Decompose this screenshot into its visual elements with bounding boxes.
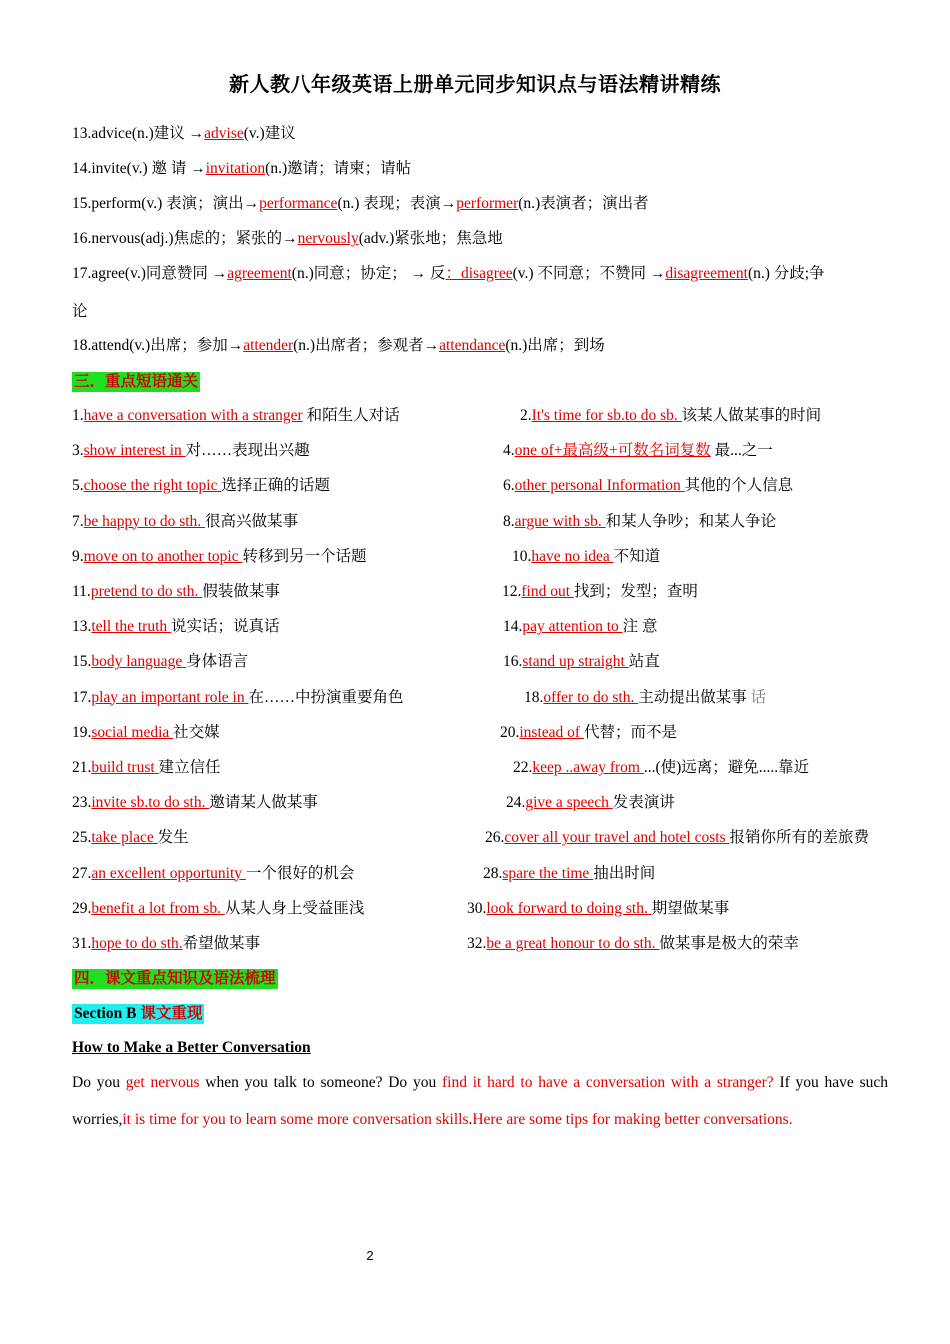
- phrase-number: 32.: [467, 935, 487, 952]
- phrase-number: 1.: [72, 407, 84, 424]
- phrase-item: [467, 934, 799, 954]
- phrase-english: play an important role in: [91, 688, 249, 706]
- phrase-chinese: 选择正确的话题: [221, 477, 330, 495]
- vocab-17: [72, 264, 825, 284]
- vocab-14-answer: invitation: [205, 160, 266, 177]
- vocab-16-base: 16.nervous(adj.)焦虑的；紧张的→: [72, 230, 298, 247]
- phrase-item: [72, 406, 400, 426]
- phrase-item: [72, 793, 318, 813]
- vocab-18-base: 18.attend(v.)出席；参加→: [72, 337, 244, 354]
- phrase-chinese: 社交媒: [173, 723, 220, 741]
- phrase-item: [485, 828, 869, 848]
- para-part-2: when you talk to someone? Do you: [199, 1074, 442, 1091]
- phrase-number: 6.: [503, 477, 515, 495]
- phrase-chinese: 找到；发型；查明: [573, 583, 698, 600]
- phrase-number: 22.: [513, 759, 533, 776]
- vocab-14-meaning: (n.)邀请；请柬；请帖: [265, 160, 412, 177]
- para-part-4: .: [468, 1111, 473, 1128]
- phrase-item: [72, 688, 404, 708]
- phrase-english: argue with sb.: [514, 512, 606, 530]
- phrase-number: 5.: [72, 477, 84, 495]
- phrase-number: 30.: [467, 899, 487, 917]
- phrase-item: [72, 547, 366, 567]
- vocab-17-meaning-3: (n.) 分歧;争: [747, 265, 825, 282]
- phrase-english: show interest in: [83, 442, 186, 460]
- phrase-english: be a great honour to do sth.: [486, 935, 660, 952]
- phrase-chinese: 在……中扮演重要角色: [248, 688, 404, 706]
- phrase-chinese: 抽出时间: [593, 864, 656, 882]
- phrase-number: 16.: [503, 653, 523, 671]
- phrase-english: an excellent opportunity: [91, 864, 246, 882]
- vocab-17-meaning-1: (n.)同意；协定； → 反: [291, 265, 446, 282]
- phrase-english: look forward to doing sth.: [486, 899, 652, 917]
- phrase-item: [513, 758, 809, 778]
- vocab-13: [72, 124, 296, 144]
- phrase-english: stand up straight: [522, 653, 629, 671]
- phrase-chinese: 发生: [157, 829, 189, 847]
- phrase-extra: 话: [746, 688, 767, 706]
- vocab-14: [72, 159, 411, 179]
- phrase-chinese: 期望做某事: [651, 899, 730, 917]
- vocab-17-answer-2: ：disagree: [445, 265, 513, 282]
- phrase-english: spare the time: [502, 864, 594, 882]
- phrase-item: [72, 934, 260, 954]
- phrase-chinese: 注 意: [622, 618, 658, 636]
- phrase-english: other personal Information: [514, 477, 685, 495]
- phrase-english: body language: [91, 653, 187, 671]
- phrase-chinese: 站直: [628, 653, 660, 671]
- article-heading: How to Make a Better Conversation: [72, 1039, 311, 1056]
- phrase-english: social media: [91, 723, 174, 741]
- phrase-english: give a speech: [525, 794, 613, 812]
- para-highlight-4: Here are some tips for making better conversations.: [472, 1111, 793, 1128]
- phrase-english: be happy to do sth.: [83, 512, 206, 530]
- phrase-item: [512, 547, 660, 567]
- phrase-item: [72, 864, 354, 884]
- vocab-15: [72, 194, 649, 214]
- phrase-number: 10.: [512, 547, 532, 565]
- phrase-chinese: 对……表现出兴趣: [185, 442, 310, 460]
- phrase-chinese: 和某人争吵；和某人争论: [605, 512, 777, 530]
- para-part-1: Do you: [72, 1074, 126, 1091]
- phrase-english: build trust: [91, 759, 159, 776]
- phrase-english: choose the right topic: [83, 477, 222, 495]
- phrase-chinese: 报销你所有的差旅费: [729, 829, 869, 847]
- phrase-item: [520, 406, 821, 426]
- phrase-item: [72, 652, 248, 672]
- section-b-subtitle: 课文重现: [140, 1005, 203, 1022]
- phrase-number: 29.: [72, 899, 92, 917]
- phrase-number: 18.: [524, 688, 544, 706]
- phrase-chinese: 代替；而不是: [583, 723, 677, 741]
- phrase-english: keep ..away from: [532, 759, 644, 776]
- phrase-number: 21.: [72, 759, 92, 776]
- vocab-18-answer-2: attendance: [439, 337, 506, 354]
- phrase-item: [503, 652, 660, 672]
- vocab-18-meaning-2: (n.)出席；到场: [505, 337, 605, 354]
- phrase-number: 25.: [72, 829, 92, 847]
- phrase-number: 13.: [72, 618, 92, 636]
- phrase-item: [524, 688, 766, 708]
- phrase-english: It's time for sb.to do sb.: [531, 407, 682, 424]
- phrase-number: 8.: [503, 512, 515, 530]
- phrase-number: 4.: [503, 442, 515, 460]
- phrase-chinese: 建立信任: [158, 759, 221, 776]
- phrase-english: pretend to do sth.: [90, 583, 203, 600]
- phrase-english: benefit a lot from sb.: [91, 899, 225, 917]
- phrase-chinese: 从某人身上受益匪浅: [224, 899, 365, 917]
- phrase-english: have no idea: [531, 547, 614, 565]
- phrase-number: 20.: [500, 723, 520, 741]
- phrase-item: [483, 864, 655, 884]
- phrase-chinese: 和陌生人对话: [302, 407, 400, 424]
- phrase-english: offer to do sth.: [543, 688, 639, 706]
- phrase-chinese: 其他的个人信息: [684, 477, 794, 495]
- page-number: 2: [366, 1248, 374, 1263]
- phrase-number: 7.: [72, 512, 84, 530]
- phrase-chinese: 身体语言: [186, 653, 249, 671]
- phrase-number: 26.: [485, 829, 505, 847]
- vocab-18-answer-1: attender: [243, 337, 294, 354]
- phrase-english: cover all your travel and hotel costs: [504, 829, 730, 847]
- phrase-item: [467, 899, 729, 919]
- phrase-chinese: 很高兴做某事: [205, 512, 299, 530]
- phrase-chinese: 一个很好的机会: [245, 864, 355, 882]
- vocab-17-base: 17.agree(v.)同意赞同 →: [72, 265, 228, 282]
- phrase-number: 31.: [72, 935, 92, 952]
- phrase-english: instead of: [519, 723, 584, 741]
- phrase-number: 2.: [520, 407, 532, 424]
- phrase-item: [72, 758, 221, 778]
- vocab-18: [72, 336, 605, 356]
- phrase-english: find out: [521, 583, 574, 600]
- vocab-13-meaning: (v.)建议: [243, 125, 296, 142]
- para-highlight-3: it is time for you to learn some more conversation skills: [122, 1111, 469, 1128]
- phrase-english: have a conversation with a stranger: [83, 407, 303, 424]
- phrase-chinese: ...(使)远离；避免.....靠近: [643, 759, 810, 776]
- phrase-item: [503, 476, 793, 496]
- phrase-chinese: 希望做某事: [182, 935, 261, 952]
- phrase-item: [72, 512, 298, 532]
- phrase-item: [500, 723, 677, 743]
- phrase-number: 19.: [72, 723, 92, 741]
- phrase-item: [502, 582, 698, 602]
- phrase-chinese: 发表演讲: [612, 794, 675, 812]
- phrase-number: 14.: [503, 618, 523, 636]
- vocab-17-meaning-2: (v.) 不同意；不赞同 →: [512, 265, 666, 282]
- vocab-13-answer: advise: [204, 125, 244, 142]
- phrase-item: [72, 723, 220, 743]
- vocab-18-meaning-1: (n.)出席者；参观者→: [293, 337, 440, 354]
- section-3-heading: 三．重点短语通关: [74, 373, 199, 390]
- phrase-number: 15.: [72, 653, 92, 671]
- phrase-chinese: 说实话；说真话: [171, 618, 280, 636]
- phrase-english: pay attention to: [522, 618, 623, 636]
- vocab-15-answer-2: performer: [456, 195, 519, 212]
- vocab-15-meaning-2: (n.)表演者；演出者: [518, 195, 649, 212]
- page-title: 新人教八年级英语上册单元同步知识点与语法精讲精练: [229, 72, 721, 96]
- phrase-english: move on to another topic: [83, 547, 243, 565]
- phrase-chinese: 做某事是极大的荣幸: [659, 935, 799, 952]
- phrase-chinese: 最...之一: [710, 442, 773, 460]
- phrase-english: hope to do sth.: [91, 935, 183, 952]
- section-4-heading: 四．课文重点知识及语法梳理: [74, 970, 276, 987]
- phrase-chinese: 不知道: [613, 547, 661, 565]
- phrase-number: 27.: [72, 864, 92, 882]
- vocab-14-base: 14.invite(v.) 邀 请 →: [72, 160, 206, 177]
- vocab-16-answer: nervously: [297, 230, 359, 247]
- vocab-15-meaning-1: (n.) 表现；表演→: [337, 195, 457, 212]
- phrase-number: 17.: [72, 688, 92, 706]
- para-part-3: If you have such worries,: [72, 1074, 888, 1128]
- vocab-15-base: 15.perform(v.) 表演；演出→: [72, 195, 260, 212]
- phrase-chinese: 主动提出做某事: [638, 688, 747, 706]
- phrase-english: one of+最高级+可数名词复数: [514, 442, 711, 460]
- phrase-item: [506, 793, 675, 813]
- phrase-number: 24.: [506, 794, 526, 812]
- phrase-number: 23.: [72, 794, 92, 812]
- section-b-label: Section B: [74, 1005, 141, 1022]
- phrase-chinese: 该某人做某事的时间: [681, 407, 822, 424]
- phrase-number: 28.: [483, 864, 503, 882]
- phrase-english: take place: [91, 829, 158, 847]
- para-highlight-1: get nervous: [125, 1074, 200, 1091]
- phrase-number: 3.: [72, 442, 84, 460]
- vocab-17-wrap: 论: [72, 303, 88, 320]
- phrase-number: 11.: [72, 583, 91, 600]
- phrase-item: [72, 617, 280, 637]
- article-paragraph: [72, 1064, 888, 1138]
- vocab-16-meaning: (adv.)紧张地；焦急地: [358, 230, 503, 247]
- phrase-chinese: 邀请某人做某事: [209, 794, 318, 812]
- phrase-item: [72, 441, 310, 461]
- vocab-13-base: 13.advice(n.)建议 →: [72, 125, 205, 142]
- phrase-item: [503, 512, 776, 532]
- phrase-chinese: 假装做某事: [202, 583, 280, 600]
- phrase-item: [72, 582, 280, 602]
- phrase-chinese: 转移到另一个话题: [242, 547, 367, 565]
- vocab-15-answer-1: performance: [259, 195, 338, 212]
- phrase-english: tell the truth: [91, 618, 172, 636]
- phrase-item: [503, 441, 773, 461]
- vocab-17-answer-1: agreement: [227, 265, 292, 282]
- phrase-number: 9.: [72, 547, 84, 565]
- phrase-item: [72, 899, 364, 919]
- vocab-17-answer-3: disagreement: [665, 265, 748, 282]
- section-b-heading: [72, 1004, 204, 1024]
- phrase-english: invite sb.to do sth.: [91, 794, 210, 812]
- phrase-item: [503, 617, 658, 637]
- vocab-16: [72, 229, 503, 249]
- phrase-number: 12.: [502, 583, 522, 600]
- phrase-item: [72, 476, 330, 496]
- phrase-item: [72, 828, 189, 848]
- para-highlight-2: find it hard to have a conversation with a stranger?: [441, 1074, 774, 1091]
